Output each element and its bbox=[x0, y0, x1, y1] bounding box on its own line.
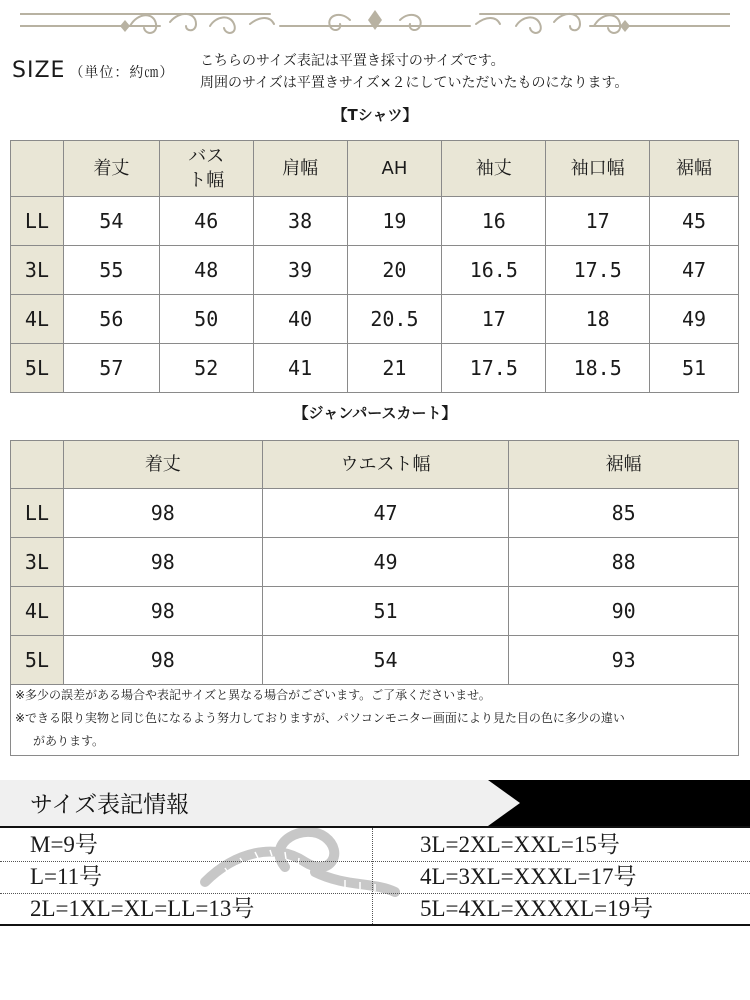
table-cell: 20.5 bbox=[347, 295, 442, 344]
table-cell: 40 bbox=[253, 295, 347, 344]
size-conversion-item: L=11号 bbox=[30, 864, 103, 889]
size-note-line: こちらのサイズ表記は平置き採寸のサイズです。 bbox=[200, 53, 505, 69]
table-cell: 56 bbox=[63, 295, 159, 344]
row-size-label: LL bbox=[11, 197, 64, 246]
skirt-size-table bbox=[10, 440, 739, 685]
table-row bbox=[11, 636, 739, 685]
table-cell: 52 bbox=[159, 344, 253, 393]
table-cell: 17.5 bbox=[442, 344, 546, 393]
table-cell: 49 bbox=[650, 295, 739, 344]
column-header: 着丈 bbox=[63, 441, 262, 489]
table-cell: 47 bbox=[262, 489, 509, 538]
table-cell: 85 bbox=[509, 489, 739, 538]
table-cell: 16 bbox=[442, 197, 546, 246]
disclaimer-notes bbox=[10, 684, 739, 756]
row-size-label: 5L bbox=[11, 636, 64, 685]
column-header: 袖口幅 bbox=[546, 141, 650, 197]
table-cell: 90 bbox=[509, 587, 739, 636]
table-cell: 48 bbox=[159, 246, 253, 295]
table-cell: 98 bbox=[63, 587, 262, 636]
table-cell: 46 bbox=[159, 197, 253, 246]
table-cell: 51 bbox=[650, 344, 739, 393]
table-row bbox=[11, 295, 739, 344]
column-header: AH bbox=[347, 141, 442, 197]
table-cell: 54 bbox=[63, 197, 159, 246]
size-note-line: 周囲のサイズは平置きサイズ×２にしていただいたものになります。 bbox=[200, 75, 629, 91]
table-cell: 17 bbox=[442, 295, 546, 344]
table-cell: 21 bbox=[347, 344, 442, 393]
grid-divider bbox=[372, 828, 373, 924]
table-row bbox=[11, 344, 739, 393]
table-cell: 49 bbox=[262, 538, 509, 587]
size-conversion-item: M=9号 bbox=[30, 832, 98, 857]
skirt-title: 【ジャンパースカート】 bbox=[293, 404, 457, 422]
column-header: ウエスト幅 bbox=[262, 441, 509, 489]
table-cell: 98 bbox=[63, 636, 262, 685]
column-header: 袖丈 bbox=[442, 141, 546, 197]
table-cell: 50 bbox=[159, 295, 253, 344]
size-note bbox=[200, 50, 628, 94]
tshirt-title: 【Tシャツ】 bbox=[332, 106, 418, 124]
row-size-label: 5L bbox=[11, 344, 64, 393]
column-header: 裾幅 bbox=[650, 141, 739, 197]
size-conversion-item: 2L=1XL=XL=LL=13号 bbox=[30, 896, 255, 921]
table-cell: 39 bbox=[253, 246, 347, 295]
row-size-label: 3L bbox=[11, 538, 64, 587]
size-unit: （単位：約㎝） bbox=[69, 65, 175, 81]
row-size-label: LL bbox=[11, 489, 64, 538]
table-cell: 17 bbox=[546, 197, 650, 246]
note-line: ※多少の誤差がある場合や表記サイズと異なる場合がございます。ご了承くださいませ。 bbox=[15, 688, 491, 702]
table-cell: 16.5 bbox=[442, 246, 546, 295]
size-conversion-item: 4L=3XL=XXXL=17号 bbox=[420, 864, 637, 889]
size-conversion-item: 3L=2XL=XXL=15号 bbox=[420, 832, 620, 857]
grid-divider bbox=[0, 861, 750, 862]
note-line: があります。 bbox=[33, 734, 105, 748]
banner-dark-arrow bbox=[488, 780, 750, 826]
table-header-row bbox=[11, 441, 739, 489]
table-cell: 41 bbox=[253, 344, 347, 393]
table-cell: 18 bbox=[546, 295, 650, 344]
table-cell: 55 bbox=[63, 246, 159, 295]
table-row bbox=[11, 246, 739, 295]
size-conversion-grid bbox=[0, 826, 750, 926]
column-header: 着丈 bbox=[63, 141, 159, 197]
tshirt-size-table bbox=[10, 140, 739, 393]
table-row bbox=[11, 489, 739, 538]
table-cell: 57 bbox=[63, 344, 159, 393]
table-row bbox=[11, 197, 739, 246]
column-header: 肩幅 bbox=[253, 141, 347, 197]
table-cell: 93 bbox=[509, 636, 739, 685]
table-cell: 20 bbox=[347, 246, 442, 295]
column-header: 裾幅 bbox=[509, 441, 739, 489]
size-conversion-item: 5L=4XL=XXXXL=19号 bbox=[420, 896, 654, 921]
size-heading bbox=[12, 58, 174, 83]
table-row bbox=[11, 538, 739, 587]
table-corner-cell bbox=[11, 141, 64, 197]
table-cell: 54 bbox=[262, 636, 509, 685]
row-size-label: 3L bbox=[11, 246, 64, 295]
table-cell: 38 bbox=[253, 197, 347, 246]
column-header: バスト幅 bbox=[159, 141, 253, 197]
size-title: SIZE bbox=[12, 58, 66, 83]
table-header-row bbox=[11, 141, 739, 197]
table-corner-cell bbox=[11, 441, 64, 489]
table-cell: 47 bbox=[650, 246, 739, 295]
table-cell: 45 bbox=[650, 197, 739, 246]
table-cell: 17.5 bbox=[546, 246, 650, 295]
table-cell: 98 bbox=[63, 489, 262, 538]
table-cell: 51 bbox=[262, 587, 509, 636]
row-size-label: 4L bbox=[11, 587, 64, 636]
note-line: ※できる限り実物と同じ色になるよう努力しておりますが、パソコンモニター画面により見た目の色に多少の違い bbox=[15, 711, 625, 725]
table-cell: 98 bbox=[63, 538, 262, 587]
row-size-label: 4L bbox=[11, 295, 64, 344]
size-info-title: サイズ表記情報 bbox=[30, 792, 190, 818]
table-cell: 19 bbox=[347, 197, 442, 246]
table-row bbox=[11, 587, 739, 636]
flourish-divider-icon bbox=[20, 6, 730, 36]
table-cell: 88 bbox=[509, 538, 739, 587]
table-cell: 18.5 bbox=[546, 344, 650, 393]
